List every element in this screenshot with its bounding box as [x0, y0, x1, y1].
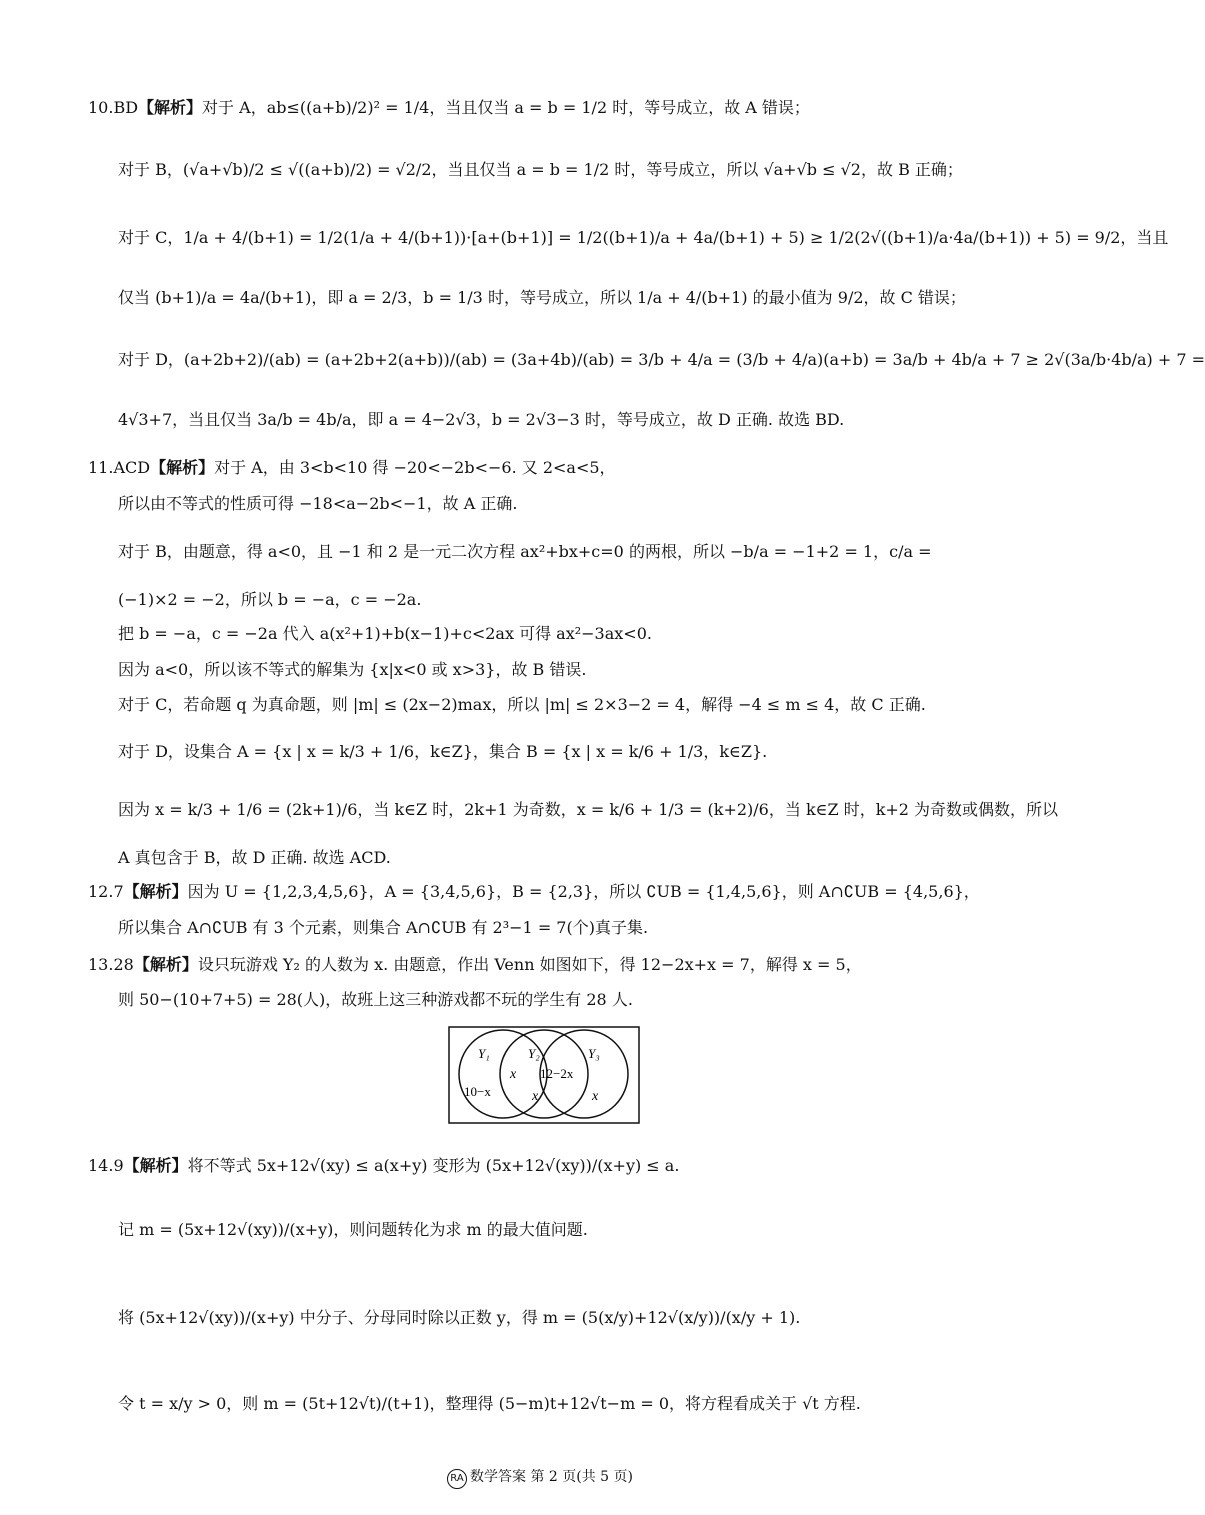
q11-line — [118, 695, 1020, 715]
line-text: 令 t = x/y > 0，则 m = (5t+12√t)/(t+1)，整理得 (5−m)t+12√t−m = 0，将方程看成关于 √t 方程. — [118, 1394, 861, 1413]
q11-line — [118, 800, 1059, 820]
q11-line — [118, 624, 1020, 644]
question-number: 11.ACD — [88, 458, 151, 477]
q14-line — [88, 1156, 1020, 1176]
q10-line — [118, 228, 1169, 248]
q11-line — [118, 660, 1020, 680]
q12-line — [118, 918, 1020, 938]
ra-badge: RA — [447, 1469, 467, 1489]
analysis-tag: 【解析】 — [123, 882, 188, 901]
q10-line — [118, 160, 1020, 180]
line-text: 将不等式 5x+12√(xy) ≤ a(x+y) 变形为 (5x+12√(xy))/(x+y) ≤ a. — [187, 1156, 680, 1175]
q11-line — [118, 590, 1020, 610]
q11-line — [118, 742, 1020, 762]
q13-line — [118, 990, 1020, 1010]
analysis-tag: 【解析】 — [138, 98, 203, 117]
line-text: 对于 C，若命题 q 为真命题，则 |m| ≤ (2x−2)max，所以 |m| ≤ 2×3−2 = 4，解得 −4 ≤ m ≤ 4，故 C 正确. — [118, 695, 926, 714]
q13-line — [88, 955, 1020, 975]
line-text: 因为 a<0，所以该不等式的解集为 {x|x<0 或 x>3}，故 B 错误. — [118, 660, 587, 679]
q11-line — [118, 494, 1020, 514]
footer-text: 数学答案 第 2 页(共 5 页) — [470, 1469, 633, 1485]
line-text: 对于 D，(a+2b+2)/(ab) = (a+2b+2(a+b))/(ab) = (3a+4b)/(ab) = 3/b + 4/a = (3/b + 4/a)(a+b) = 3a/b + 4b/a + 7 ≥ 2√(3a/b·4b/a) + 7 = — [118, 350, 1205, 369]
venn-left: 10−x — [464, 1084, 491, 1099]
q14-line — [118, 1308, 1020, 1328]
venn-circle-y1 — [459, 1030, 547, 1118]
q14-line — [118, 1220, 1020, 1240]
question-number: 13.28 — [88, 955, 134, 974]
line-text: 仅当 (b+1)/a = 4a/(b+1)，即 a = 2/3，b = 1/3 时，等号成立，所以 1/a + 4/(b+1) 的最小值为 9/2，故 C 错误； — [118, 288, 966, 307]
venn-diagram — [448, 1026, 640, 1124]
venn-mid: 12−2x — [540, 1066, 574, 1081]
line-text: 将 (5x+12√(xy))/(x+y) 中分子、分母同时除以正数 y，得 m = (5(x/y)+12√(x/y))/(x/y + 1). — [118, 1308, 801, 1327]
venn-label-y1: Y₁ — [478, 1046, 490, 1061]
venn-x-bottom: x — [532, 1089, 539, 1104]
analysis-tag: 【解析】 — [123, 1156, 188, 1175]
q10-line — [88, 98, 1020, 118]
venn-x-right: x — [592, 1089, 599, 1104]
line-text: 对于 C，1/a + 4/(b+1) = 1/2(1/a + 4/(b+1))·[a+(b+1)] = 1/2((b+1)/a + 4a/(b+1) + 5) ≥ 1/2(2√((b+1)/a·4a/(b+1)) + 5) = 9/2，当且 — [118, 228, 1169, 247]
line-text: 对于 B，(√a+√b)/2 ≤ √((a+b)/2) = √2/2，当且仅当 a = b = 1/2 时，等号成立，所以 √a+√b ≤ √2，故 B 正确； — [118, 160, 963, 179]
line-text: 所以集合 A∩∁UB 有 3 个元素，则集合 A∩∁UB 有 2³−1 = 7(个)真子集. — [118, 918, 649, 937]
q10-line — [118, 288, 1020, 308]
q12-line — [88, 882, 1020, 902]
q11-line — [88, 458, 1020, 478]
venn-x-left: x — [510, 1067, 517, 1082]
line-text: 对于 A，由 3<b<10 得 −20<−2b<−6. 又 2<a<5， — [214, 458, 616, 477]
q10-line — [118, 350, 1205, 370]
analysis-tag: 【解析】 — [133, 955, 198, 974]
q11-line — [118, 848, 1020, 868]
line-text: 所以由不等式的性质可得 −18<a−2b<−1，故 A 正确. — [118, 494, 518, 513]
line-text: 对于 A，ab≤((a+b)/2)² = 1/4，当且仅当 a = b = 1/2 时，等号成立，故 A 错误； — [202, 98, 810, 117]
line-text: 设只玩游戏 Y₂ 的人数为 x. 由题意，作出 Venn 如图如下，得 12−2x+x = 7，解得 x = 5， — [197, 955, 862, 974]
q10-line — [118, 410, 1020, 430]
question-number: 14.9 — [88, 1156, 124, 1175]
q11-line — [118, 542, 1020, 562]
line-text: 把 b = −a，c = −2a 代入 a(x²+1)+b(x−1)+c<2ax 可得 ax²−3ax<0. — [118, 624, 652, 643]
line-text: 4√3+7，当且仅当 3a/b = 4b/a，即 a = 4−2√3，b = 2√3−3 时，等号成立，故 D 正确. 故选 BD. — [118, 410, 845, 429]
question-number: 10.BD — [88, 98, 139, 117]
line-text: A 真包含于 B，故 D 正确. 故选 ACD. — [118, 848, 391, 867]
q14-line — [118, 1394, 1020, 1414]
question-number: 12.7 — [88, 882, 124, 901]
line-text: 因为 x = k/3 + 1/6 = (2k+1)/6，当 k∈Z 时，2k+1 为奇数，x = k/6 + 1/3 = (k+2)/6，当 k∈Z 时，k+2 为奇数或偶数，所以 — [118, 800, 1059, 819]
venn-label-y2: Y₂ — [528, 1046, 540, 1061]
line-text: (−1)×2 = −2，所以 b = −a，c = −2a. — [118, 590, 422, 609]
page-footer — [0, 1466, 1080, 1489]
line-text: 对于 B，由题意，得 a<0，且 −1 和 2 是一元二次方程 ax²+bx+c=0 的两根，所以 −b/a = −1+2 = 1，c/a = — [118, 542, 932, 561]
line-text: 对于 D，设集合 A = {x | x = k/3 + 1/6，k∈Z}，集合 B = {x | x = k/6 + 1/3，k∈Z}. — [118, 742, 768, 761]
line-text: 则 50−(10+7+5) = 28(人)，故班上这三种游戏都不玩的学生有 28 人. — [118, 990, 633, 1009]
analysis-tag: 【解析】 — [150, 458, 215, 477]
venn-label-y3: Y₃ — [588, 1046, 600, 1061]
line-text: 记 m = (5x+12√(xy))/(x+y)，则问题转化为求 m 的最大值问题. — [118, 1220, 588, 1239]
line-text: 因为 U = {1,2,3,4,5,6}，A = {3,4,5,6}，B = {2,3}，所以 ∁UB = {1,4,5,6}，则 A∩∁UB = {4,5,6}， — [187, 882, 980, 901]
